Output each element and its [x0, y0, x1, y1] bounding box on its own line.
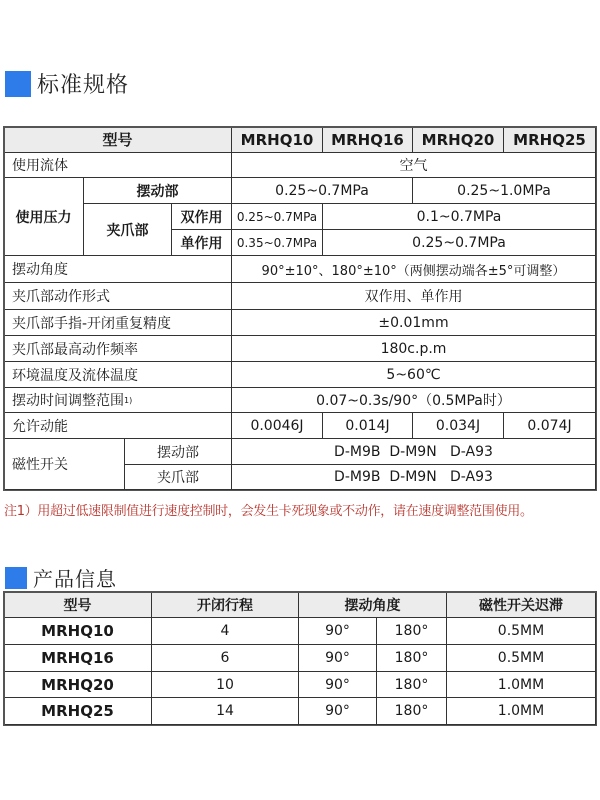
pressure-clamp-single-value-1: 0.35~0.7MPa — [232, 230, 323, 256]
header-model-mrhq16: MRHQ16 — [323, 127, 413, 153]
pressure-clamp-single-value-2: 0.25~0.7MPa — [323, 230, 596, 256]
row-label-temperature: 环境温度及流体温度 — [4, 362, 232, 388]
info-header-hysteresis: 磁性开关迟滞 — [447, 592, 596, 618]
kinetic-energy-mrhq20: 0.034J — [413, 413, 504, 439]
magnetic-switch-swing-value: D-M9B D-M9N D-A93 — [232, 439, 596, 465]
info-row-stroke: 10 — [152, 672, 299, 698]
row-label-max-frequency: 夹爪部最高动作频率 — [4, 336, 232, 362]
info-row-hysteresis: 1.0MM — [447, 672, 596, 698]
info-row-model: MRHQ10 — [4, 618, 152, 645]
info-row-angle-180: 180° — [377, 645, 447, 672]
footnote-marker: 1) — [124, 395, 133, 405]
header-model-label: 型号 — [4, 127, 232, 153]
info-row-hysteresis: 0.5MM — [447, 645, 596, 672]
row-value-temperature: 5~60℃ — [232, 362, 596, 388]
info-row-angle-180: 180° — [377, 618, 447, 645]
pressure-clamp-double-value-1: 0.25~0.7MPa — [232, 204, 323, 230]
info-row-angle-90: 90° — [299, 645, 377, 672]
row-value-max-frequency: 180c.p.m — [232, 336, 596, 362]
magnetic-switch-clamp-label: 夹爪部 — [125, 465, 232, 490]
swing-time-label-text: 摆动时间调整范围 — [12, 393, 124, 409]
section-title-text: 标准规格 — [37, 73, 130, 98]
pressure-clamp-single-label: 单作用 — [172, 230, 232, 256]
info-row-hysteresis: 1.0MM — [447, 698, 596, 725]
info-row-model: MRHQ20 — [4, 672, 152, 698]
info-row-model: MRHQ25 — [4, 698, 152, 725]
info-row-stroke: 6 — [152, 645, 299, 672]
info-row-model: MRHQ16 — [4, 645, 152, 672]
row-label-clamp-action: 夹爪部动作形式 — [4, 283, 232, 310]
row-value-clamp-action: 双作用、单作用 — [232, 283, 596, 310]
row-label-kinetic-energy: 允许动能 — [4, 413, 232, 439]
header-model-mrhq20: MRHQ20 — [413, 127, 504, 153]
info-row-angle-180: 180° — [377, 672, 447, 698]
info-row-angle-90: 90° — [299, 618, 377, 645]
row-value-repeat-accuracy: ±0.01mm — [232, 310, 596, 336]
row-value-fluid: 空气 — [232, 153, 596, 178]
pressure-swing-value-1: 0.25~0.7MPa — [232, 178, 413, 204]
info-row-angle-90: 90° — [299, 672, 377, 698]
pressure-clamp-double-label: 双作用 — [172, 204, 232, 230]
header-model-mrhq10: MRHQ10 — [232, 127, 323, 153]
pressure-swing-label: 摆动部 — [84, 178, 232, 204]
kinetic-energy-mrhq10: 0.0046J — [232, 413, 323, 439]
pressure-clamp-label: 夹爪部 — [84, 204, 172, 256]
header-model-mrhq25: MRHQ25 — [504, 127, 596, 153]
row-value-swing-time: 0.07~0.3s/90°（0.5MPa时） — [232, 388, 596, 413]
kinetic-energy-mrhq16: 0.014J — [323, 413, 413, 439]
row-label-swing-angle: 摆动角度 — [4, 256, 232, 283]
row-label-magnetic-switch: 磁性开关 — [4, 439, 125, 490]
info-row-stroke: 4 — [152, 618, 299, 645]
row-label-fluid: 使用流体 — [4, 153, 232, 178]
magnetic-switch-clamp-value: D-M9B D-M9N D-A93 — [232, 465, 596, 490]
info-row-angle-90: 90° — [299, 698, 377, 725]
row-label-pressure: 使用压力 — [4, 178, 84, 256]
row-value-swing-angle: 90°±10°、180°±10°（两侧摆动端各±5°可调整） — [232, 256, 596, 283]
info-header-model: 型号 — [4, 592, 152, 618]
pressure-swing-value-2: 0.25~1.0MPa — [413, 178, 596, 204]
info-row-stroke: 14 — [152, 698, 299, 725]
info-header-swing-angle: 摆动角度 — [299, 592, 447, 618]
info-row-hysteresis: 0.5MM — [447, 618, 596, 645]
info-header-stroke: 开闭行程 — [152, 592, 299, 618]
footnote-text: 注1）用超过低速限制值进行速度控制时，会发生卡死现象或不动作，请在速度调整范围使用。 — [4, 504, 533, 519]
row-label-repeat-accuracy: 夹爪部手指-开闭重复精度 — [4, 310, 232, 336]
magnetic-switch-swing-label: 摆动部 — [125, 439, 232, 465]
kinetic-energy-mrhq25: 0.074J — [504, 413, 596, 439]
section-title-text: 产品信息 — [33, 567, 117, 591]
info-row-angle-180: 180° — [377, 698, 447, 725]
pressure-clamp-double-value-2: 0.1~0.7MPa — [323, 204, 596, 230]
